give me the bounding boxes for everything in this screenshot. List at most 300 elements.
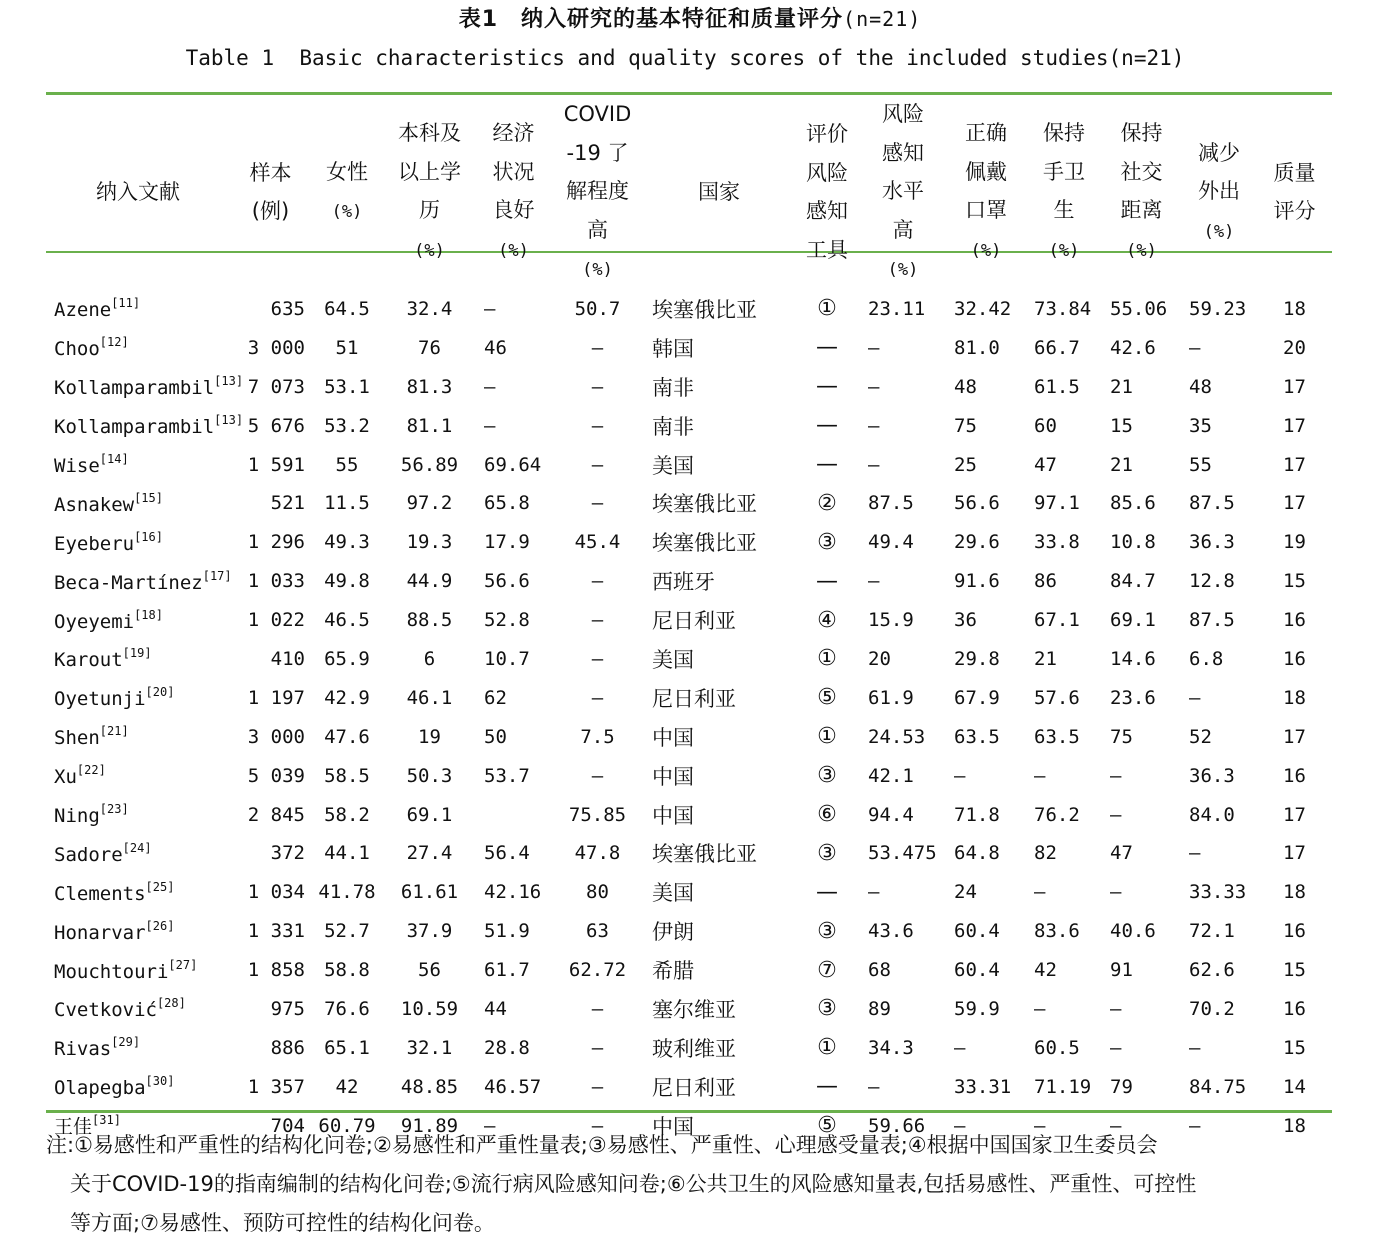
cell-out: 48	[1189, 375, 1212, 398]
cell-edu: 32.4	[406, 297, 453, 320]
study-name: 王佳	[54, 1116, 93, 1139]
cell-edu: 46.1	[406, 686, 453, 709]
cell-dist: 14.6	[1110, 647, 1156, 670]
cell-dist: 15	[1110, 414, 1133, 437]
study-reference: [19]	[122, 646, 152, 661]
cell-econ: 44	[484, 997, 507, 1020]
cell-score: 18	[1283, 686, 1306, 709]
cell-mask: 81.0	[954, 336, 1000, 359]
cell-edu: 44.9	[406, 570, 453, 593]
cell-tool: ⑥	[817, 802, 837, 828]
cell-out: —	[1189, 1114, 1201, 1137]
header-row	[46, 95, 1332, 290]
cell-econ: 62	[484, 686, 507, 709]
cell-econ: —	[484, 414, 496, 437]
study-cell	[46, 990, 230, 1029]
column-header	[794, 95, 860, 290]
table-row	[46, 951, 1332, 990]
study-cell	[46, 601, 230, 640]
study-cell	[46, 562, 230, 601]
cell-econ	[476, 795, 551, 834]
cell-dist: 55.06	[1110, 297, 1168, 320]
cell-risk: —	[868, 375, 880, 398]
cell-female: 11.5	[324, 492, 370, 515]
table-row	[46, 1028, 1332, 1067]
cell-dist: 40.6	[1110, 920, 1156, 943]
study-name: Kollamparambil	[54, 377, 215, 400]
column-header-line: 风险	[806, 160, 848, 185]
cell-female: 44.1	[324, 842, 370, 865]
cell-risk: 61.9	[868, 686, 914, 709]
cell-edu: 32.1	[406, 1036, 453, 1059]
column-header	[383, 95, 476, 290]
study-reference: [25]	[145, 879, 175, 894]
column-header-line: 社交	[1120, 159, 1163, 184]
cell-edu: 69.1	[406, 803, 453, 826]
column-header-line: 良好	[492, 198, 535, 223]
cell-score: 15	[1283, 959, 1306, 982]
cell-female: 55	[335, 453, 359, 476]
study-reference: [29]	[111, 1035, 141, 1050]
study-reference: [16]	[134, 529, 163, 544]
cell-female: 58.8	[324, 959, 370, 982]
cell-out: 35	[1189, 414, 1212, 437]
cell-out: 72.1	[1189, 920, 1235, 943]
cell-covid: —	[591, 570, 604, 593]
cell-edu: 27.4	[406, 842, 453, 865]
cell-econ: 56.4	[484, 842, 530, 865]
cell-mask: 25	[954, 453, 977, 476]
cell-country: 南非	[652, 414, 694, 439]
cell-hand: 63.5	[1034, 725, 1080, 748]
cell-edu: 19	[418, 725, 441, 748]
column-header-line: 评分	[1273, 199, 1316, 224]
cell-country: 美国	[652, 881, 694, 906]
cell-hand: —	[1034, 764, 1046, 787]
cell-covid: —	[591, 997, 604, 1020]
cell-female: 42.9	[324, 686, 370, 709]
study-reference: [30]	[145, 1074, 175, 1089]
column-header-line: 手卫	[1043, 159, 1085, 184]
cell-mask: 60.4	[954, 920, 1000, 943]
column-header-line: 生	[1053, 198, 1075, 223]
cell-edu: 56	[418, 959, 441, 982]
column-header-line: (例)	[251, 199, 290, 224]
cell-edu: 56.89	[400, 453, 459, 476]
cell-risk: 34.3	[868, 1036, 914, 1059]
study-name: Olapegba	[54, 1077, 146, 1100]
cell-edu: 10.59	[400, 997, 459, 1020]
cell-covid: —	[591, 647, 604, 670]
cell-sample: 1 034	[247, 881, 305, 904]
study-reference: [28]	[156, 996, 186, 1011]
cell-risk: —	[868, 336, 880, 359]
cell-dist: 91	[1110, 959, 1133, 982]
study-cell	[46, 756, 230, 795]
cell-sample: 1 591	[247, 453, 305, 476]
study-reference: [13]	[214, 413, 244, 428]
cell-edu: 76	[418, 336, 441, 359]
study-cell	[46, 484, 230, 523]
cell-hand: —	[1034, 1114, 1046, 1137]
column-header-unit: (%)	[887, 260, 919, 280]
study-name: Azene	[54, 299, 112, 322]
study-name: Beca-Martínez	[54, 571, 203, 594]
cell-covid: —	[591, 375, 604, 398]
cell-out: —	[1189, 686, 1201, 709]
cell-sample: 1 858	[247, 959, 305, 982]
study-cell	[46, 367, 244, 406]
cell-hand: —	[1034, 997, 1046, 1020]
study-name: Clements	[54, 882, 146, 905]
study-reference: [31]	[92, 1113, 121, 1128]
cell-econ: 10.7	[484, 647, 530, 670]
table-row	[46, 912, 1332, 951]
table-row	[46, 290, 1332, 329]
note-line: 等方面;⑦易感性、预防可控性的结构化问卷。	[70, 1211, 495, 1235]
cell-country: 尼日利亚	[652, 609, 736, 634]
study-cell	[46, 290, 230, 329]
cell-mask: 24	[954, 881, 977, 904]
column-header	[311, 95, 383, 290]
cell-dist: 75	[1110, 725, 1133, 748]
cell-out: —	[1189, 842, 1201, 865]
table-row	[46, 484, 1332, 523]
cell-covid: 80	[586, 881, 609, 904]
cell-edu: 97.2	[406, 492, 453, 515]
cell-dist: 21	[1110, 375, 1133, 398]
column-header-line: 感知	[806, 199, 848, 224]
table-row	[46, 367, 1332, 406]
cell-econ: 61.7	[484, 959, 530, 982]
cell-econ: 51.9	[484, 920, 530, 943]
cell-mask: 91.6	[954, 570, 1000, 593]
cell-score: 16	[1283, 609, 1306, 632]
study-cell	[46, 406, 244, 445]
cell-country: 中国	[652, 725, 694, 750]
cell-tool: ①	[817, 646, 837, 672]
cell-female: 42	[335, 1075, 359, 1098]
study-name: Ning	[54, 805, 100, 828]
column-header-line: 历	[419, 198, 440, 223]
cell-sample: 3 000	[247, 336, 305, 359]
column-header-line: COVID	[563, 102, 632, 126]
cell-tool: ①	[817, 1035, 837, 1061]
cell-out: 87.5	[1189, 609, 1235, 632]
cell-score: 17	[1283, 803, 1306, 826]
cell-covid: —	[591, 1075, 604, 1098]
cell-out: 33.33	[1189, 881, 1247, 904]
cell-mask: 64.8	[954, 842, 1000, 865]
cell-out: 87.5	[1189, 492, 1235, 515]
cell-dist: 10.8	[1110, 531, 1156, 554]
cell-risk: —	[868, 1075, 880, 1098]
cell-covid: —	[591, 609, 604, 632]
study-name: Mouchtouri	[54, 960, 169, 983]
cell-econ: 28.8	[484, 1036, 530, 1059]
cell-sample: 886	[270, 1036, 305, 1059]
cell-country: 埃塞俄比亚	[652, 531, 757, 556]
cell-female: 49.8	[324, 570, 370, 593]
cell-out: 84.0	[1189, 803, 1235, 826]
column-header	[476, 95, 551, 290]
cell-edu: 81.1	[406, 414, 453, 437]
cell-country: 美国	[652, 453, 694, 478]
cell-female: 53.2	[324, 414, 370, 437]
cell-hand: 60	[1034, 414, 1057, 437]
cell-mask: —	[954, 764, 966, 787]
study-name: Cvetković	[54, 999, 157, 1022]
cell-hand: 21	[1034, 647, 1057, 670]
cell-sample: 704	[270, 1114, 305, 1137]
column-header-line: 口罩	[965, 198, 1007, 223]
cell-tool: —	[816, 335, 838, 361]
cell-tool: ③	[817, 529, 837, 555]
cell-hand: 47	[1034, 453, 1057, 476]
cell-female: 47.6	[324, 725, 370, 748]
column-header-unit: (%)	[414, 240, 445, 261]
column-header-line: 质量	[1273, 160, 1316, 185]
cell-tool: —	[816, 374, 838, 400]
cell-covid: 47.8	[574, 842, 621, 865]
cell-mask: 67.9	[954, 686, 1000, 709]
cell-edu: 81.3	[406, 375, 453, 398]
study-cell	[46, 523, 230, 562]
cell-score: 17	[1283, 453, 1306, 476]
column-header	[1257, 95, 1332, 290]
column-header-line: 保持	[1120, 121, 1163, 146]
table-row	[46, 795, 1332, 834]
study-cell	[46, 795, 230, 834]
cell-country: 埃塞俄比亚	[652, 492, 757, 517]
cell-hand: 42	[1034, 959, 1057, 982]
cell-risk: 59.66	[868, 1114, 926, 1137]
cell-hand: 97.1	[1034, 492, 1080, 515]
study-cell	[46, 912, 230, 951]
cell-econ: 52.8	[484, 609, 530, 632]
cell-hand: 82	[1034, 842, 1057, 865]
column-header-line: 高	[892, 217, 914, 242]
cell-econ: —	[484, 375, 496, 398]
cell-score: 15	[1283, 570, 1306, 593]
cell-out: 52	[1189, 725, 1212, 748]
cell-econ: 65.8	[484, 492, 530, 515]
cell-hand: 83.6	[1034, 920, 1080, 943]
cell-female: 65.1	[324, 1036, 370, 1059]
table-title-en: Table 1 Basic characteristics and quality scores of the included studies(n=21)	[185, 46, 1185, 70]
cell-econ: 50	[484, 725, 507, 748]
cell-risk: 23.11	[868, 297, 926, 320]
cell-dist: —	[1110, 997, 1122, 1020]
study-cell	[46, 951, 230, 990]
study-reference: [24]	[122, 840, 152, 855]
cell-econ: 56.6	[484, 570, 530, 593]
study-name: Shen	[54, 727, 100, 750]
column-header-unit: (%)	[498, 240, 529, 261]
cell-risk: 15.9	[868, 609, 914, 632]
cell-econ: 17.9	[484, 531, 530, 554]
cell-risk: 43.6	[868, 920, 914, 943]
table-body	[46, 290, 1332, 1146]
cell-mask: —	[954, 1114, 966, 1137]
cell-econ: —	[484, 1114, 496, 1137]
cell-risk: —	[868, 453, 880, 476]
cell-sample: 975	[270, 997, 305, 1020]
cell-hand: —	[1034, 881, 1046, 904]
cell-female: 52.7	[324, 920, 370, 943]
cell-econ: 69.64	[484, 453, 542, 476]
cell-female: 53.1	[324, 375, 370, 398]
cell-score: 16	[1283, 997, 1306, 1020]
study-name: Karout	[54, 649, 123, 672]
cell-female: 58.5	[324, 764, 370, 787]
cell-hand: 66.7	[1034, 336, 1080, 359]
cell-out: 70.2	[1189, 997, 1235, 1020]
study-cell	[46, 1067, 230, 1106]
cell-covid: —	[591, 1114, 604, 1137]
column-header	[1026, 95, 1102, 290]
cell-econ: —	[484, 297, 496, 320]
cell-out: 36.3	[1189, 531, 1235, 554]
cell-mask: 60.4	[954, 959, 1000, 982]
cell-sample: 1 022	[247, 609, 305, 632]
cell-mask: —	[954, 1036, 966, 1059]
cell-sample: 372	[270, 842, 305, 865]
column-header-line: 佩戴	[965, 159, 1007, 184]
cell-country: 中国	[652, 764, 694, 789]
cell-hand: 61.5	[1034, 375, 1080, 398]
study-name: Oyetunji	[54, 688, 146, 711]
cell-risk: 87.5	[868, 492, 914, 515]
cell-dist: —	[1110, 1036, 1122, 1059]
cell-econ: 42.16	[484, 881, 542, 904]
cell-sample: 1 033	[247, 570, 305, 593]
column-header-line: 以上学	[398, 159, 461, 184]
cell-tool: —	[816, 879, 838, 905]
cell-edu: 6	[423, 647, 436, 670]
study-reference: [17]	[202, 568, 232, 583]
cell-sample: 521	[270, 492, 305, 515]
cell-score: 20	[1283, 336, 1306, 359]
study-cell	[46, 328, 230, 367]
cell-sample: 1 296	[247, 531, 305, 554]
cell-mask: 75	[954, 414, 977, 437]
cell-risk: 24.53	[868, 725, 926, 748]
cell-dist: —	[1110, 1114, 1122, 1137]
study-name: Xu	[54, 766, 77, 789]
cell-out: 12.8	[1189, 570, 1235, 593]
cell-tool: —	[816, 568, 838, 594]
cell-score: 17	[1283, 842, 1306, 865]
column-header-line: 保持	[1043, 121, 1085, 146]
cell-sample: 5 039	[247, 764, 305, 787]
cell-econ: 46	[484, 336, 507, 359]
cell-score: 17	[1283, 375, 1306, 398]
table-row	[46, 445, 1332, 484]
cell-country: 伊朗	[652, 920, 694, 945]
cell-tool: —	[816, 413, 838, 439]
cell-risk: —	[868, 881, 880, 904]
study-reference: [13]	[214, 374, 244, 389]
cell-covid: —	[591, 336, 604, 359]
cell-mask: 32.42	[954, 297, 1012, 320]
column-header-line: 状况	[492, 159, 535, 184]
cell-country: 韩国	[652, 336, 694, 361]
cell-score: 19	[1283, 531, 1306, 554]
cell-score: 17	[1283, 414, 1306, 437]
study-cell	[46, 873, 230, 912]
cell-sample: 3 000	[247, 725, 305, 748]
study-reference: [11]	[111, 296, 141, 311]
table-row	[46, 1067, 1332, 1106]
table-row	[46, 756, 1332, 795]
study-name: Honarvar	[54, 921, 146, 944]
cell-risk: 42.1	[868, 764, 914, 787]
cell-out: 55	[1189, 453, 1212, 476]
cell-covid: —	[591, 1036, 604, 1059]
table-title-n: (n=21)	[843, 7, 922, 31]
cell-country: 希腊	[652, 959, 694, 984]
cell-covid: 50.7	[574, 297, 621, 320]
study-reference: [12]	[99, 335, 129, 350]
cell-tool: ②	[817, 490, 837, 516]
cell-tool: ③	[817, 918, 837, 944]
cell-mask: 48	[954, 375, 977, 398]
cell-mask: 36	[954, 609, 977, 632]
cell-dist: 79	[1110, 1075, 1133, 1098]
cell-mask: 29.8	[954, 647, 1000, 670]
column-header-line: 外出	[1198, 179, 1240, 203]
study-name: Eyeberu	[54, 532, 135, 555]
cell-score: 17	[1283, 492, 1306, 515]
table-row	[46, 990, 1332, 1029]
table-row	[46, 834, 1332, 873]
column-header-line: 减少	[1198, 140, 1240, 165]
cell-risk: —	[868, 570, 880, 593]
cell-hand: 57.6	[1034, 686, 1080, 709]
cell-country: 美国	[652, 647, 694, 672]
cell-female: 64.5	[324, 297, 370, 320]
table-row	[46, 873, 1332, 912]
table-row	[46, 678, 1332, 717]
cell-female: 58.2	[324, 803, 370, 826]
cell-tool: ⑦	[817, 957, 837, 983]
cell-edu: 88.5	[406, 609, 453, 632]
cell-sample: 5 676	[247, 414, 305, 437]
cell-covid: —	[591, 764, 604, 787]
study-reference: [26]	[145, 918, 175, 933]
column-header-line: 纳入文献	[96, 180, 180, 204]
column-header-line: 经济	[492, 121, 535, 146]
cell-dist: 21	[1110, 453, 1133, 476]
cell-covid: 62.72	[568, 959, 627, 982]
cell-risk: 94.4	[868, 803, 914, 826]
study-name: Choo	[54, 338, 100, 361]
cell-hand: 60.5	[1034, 1036, 1080, 1059]
cell-country: 玻利维亚	[652, 1036, 736, 1061]
column-header-line: 解程度	[566, 179, 629, 203]
cell-country: 埃塞俄比亚	[652, 297, 757, 322]
cell-score: 18	[1283, 297, 1306, 320]
cell-country: 尼日利亚	[652, 1075, 736, 1100]
study-reference: [21]	[99, 724, 129, 739]
cell-out: 62.6	[1189, 959, 1235, 982]
cell-female: 60.79	[318, 1114, 376, 1137]
cell-sample: 1 197	[247, 686, 305, 709]
cell-risk: 89	[868, 997, 891, 1020]
cell-dist: —	[1110, 764, 1122, 787]
table-row	[46, 523, 1332, 562]
